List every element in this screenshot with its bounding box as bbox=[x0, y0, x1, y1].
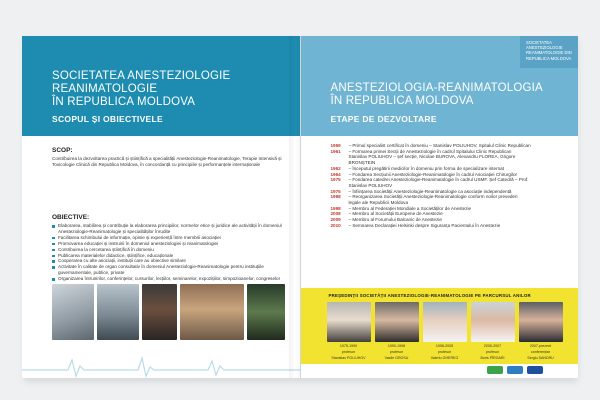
timeline-year: 2009 bbox=[330, 217, 341, 223]
photo-strip bbox=[52, 284, 285, 340]
timeline-year: 1975 bbox=[330, 188, 341, 194]
center-fold bbox=[289, 36, 301, 378]
president-card bbox=[519, 302, 563, 361]
left-title-line: SOCIETATEA ANESTEZIOLOGIE bbox=[52, 70, 231, 82]
president-role: profesor bbox=[341, 350, 356, 355]
timeline-text: – Fondarea catedrei Anesteziologie-Reanimatologie în cadrul USMF. Șef Catedră – Prof. bbox=[348, 177, 529, 183]
president-role: profesor bbox=[389, 350, 404, 355]
president-card bbox=[327, 302, 371, 361]
president-card bbox=[423, 302, 467, 361]
objective-item: Publicarea materialelor didactice, științifice, educaționale bbox=[52, 253, 287, 259]
president-name: Stanislav POLIUHOV bbox=[331, 356, 366, 361]
corner-label bbox=[520, 36, 578, 68]
timeline-text: – Membru al Forumului Balcanic de Anestezie bbox=[348, 217, 442, 223]
timeline-list bbox=[331, 143, 571, 229]
timeline-text: – Primul specialist certificat în domeniu – Stanislav POLIUHOV, Spitalul Clinic Republican bbox=[348, 143, 531, 148]
objective-item: Elaborarea, stabilirea și contribuție la elaborarea principiilor, normelor etice și juridice ale activității în domeniul Anesteziologie-Reanimatologie și specialităților înrudite bbox=[52, 223, 287, 235]
timeline-year: 1975 bbox=[330, 177, 341, 183]
right-title-line: ANESTEZIOLOGIA-REANIMATOLOGIA bbox=[330, 82, 543, 94]
president-portrait bbox=[519, 302, 563, 342]
corner-label-line: REANIMATOLOGIE DIN bbox=[526, 50, 572, 56]
timeline-year: 1998 bbox=[330, 205, 341, 211]
objective-item: Activitate în calitate de organ consultativ în domeniul Anesteziologie-Reanimatologie pentru instituțiile guvernamentale, publice, private bbox=[52, 264, 287, 276]
president-role: profesor bbox=[437, 350, 452, 355]
timeline-text: – Membru al Societății Europene de Anestezie bbox=[348, 211, 443, 217]
timeline-text: Stanislav POLIUHOV bbox=[348, 182, 393, 188]
partner-logos bbox=[487, 366, 543, 374]
timeline-text: – Începutul pregătirii medicilor în domeniu prin forma de specializare internat bbox=[348, 165, 505, 171]
left-title-line: ÎN REPUBLICA MOLDOVA bbox=[52, 96, 196, 108]
president-years: 2007-prezent bbox=[529, 344, 552, 348]
timeline-year: 1959 bbox=[330, 143, 341, 148]
president-years: 1990-1998 bbox=[387, 344, 406, 348]
presidents-heading: PREȘEDINȚII SOCIETĂȚII ANESTEZIOLOGIE-REANIMATOLOGIE PE PARCURSUL ANILOR bbox=[328, 293, 531, 298]
timeline-item bbox=[331, 223, 571, 229]
left-title bbox=[52, 70, 230, 109]
left-title-line: REANIMATOLOGIE bbox=[52, 83, 158, 95]
partner-logo bbox=[507, 366, 523, 374]
president-name: Vasile GROSU bbox=[384, 356, 409, 361]
timeline-year: 1962 bbox=[330, 165, 341, 171]
partner-logo bbox=[487, 366, 503, 374]
speaker-photo bbox=[142, 284, 177, 340]
timeline-text: – Fondarea Secțiunii Anesteziologie-Reanimatologie în cadrul Asociației Chirurgilor bbox=[348, 171, 518, 177]
president-name: Sergiu ȘANDRU bbox=[527, 356, 554, 361]
president-name: Valeriu GHEREG bbox=[430, 356, 459, 361]
objective-item: Promovarea educației și instruirii în domeniul anesteziologiei și reanimatologiei bbox=[52, 241, 287, 247]
timeline-text: – Înființarea Societății Anesteziologie-Reanimatologie ca asociație independentă bbox=[348, 188, 512, 194]
operating-room-photo bbox=[52, 284, 94, 340]
left-subtitle: SCOPUL ȘI OBIECTIVELE bbox=[52, 114, 163, 124]
president-role: profesor bbox=[485, 350, 500, 355]
timeline-text: Stanislav POLIUHOV – șef secție, Nicolae BUROVA, Alexandru FLOREA, Grigore bbox=[348, 154, 516, 160]
president-portrait bbox=[471, 302, 515, 342]
timeline-text: legale ale Republicii Moldova bbox=[348, 200, 408, 206]
timeline-text: BRONȘTEIN bbox=[348, 160, 376, 166]
objectives-heading: OBIECTIVE: bbox=[52, 214, 90, 221]
scope-heading: SCOP: bbox=[52, 147, 73, 154]
president-role: conferențiar bbox=[531, 350, 550, 355]
president-portrait bbox=[375, 302, 419, 342]
timeline-text: – Reorganizarea Societății Anesteziologie-Reanimatologie conform noilor prevederi bbox=[348, 194, 518, 200]
president-name: Boris PÎRGARI bbox=[480, 356, 505, 361]
timeline-year: 1964 bbox=[330, 171, 341, 177]
corner-label-line: REPUBLICA MOLDOVA bbox=[526, 55, 572, 61]
right-title-line: ÎN REPUBLICA MOLDOVA bbox=[330, 95, 474, 107]
right-page bbox=[301, 36, 579, 378]
right-title bbox=[331, 82, 543, 108]
president-card bbox=[375, 302, 419, 361]
ecg-line-decoration bbox=[22, 354, 300, 378]
president-portrait bbox=[327, 302, 371, 342]
conference-audience-photo bbox=[180, 284, 244, 340]
timeline-text: – Membru al Federației Mondiale a Societăților de Anestezie bbox=[348, 205, 472, 211]
corner-label-line: ANESTEZIOLOGIE bbox=[526, 45, 563, 51]
objective-item: Organizarea întrunirilor, conferințelor, cursurilor, lecțiilor, seminarelor, expozițiilor, simpozioanelor, congreselor bbox=[52, 276, 287, 282]
objective-item: Cooperarea cu alte asociații, instituții care au obiective similare bbox=[52, 258, 287, 264]
timeline-year: 1961 bbox=[330, 148, 341, 154]
objective-item: Facilitarea schimbului de informație, opinie și experiență între membrii asociației bbox=[52, 235, 287, 241]
right-subtitle: ETAPE DE DEZVOLTARE bbox=[330, 114, 437, 124]
objective-item: Contribuirea la cercetarea științifică în domeniu bbox=[52, 247, 287, 253]
objectives-list bbox=[52, 223, 287, 282]
timeline-year: 2008 bbox=[330, 211, 341, 217]
president-years: 2005-2007 bbox=[483, 344, 502, 348]
partner-logo bbox=[527, 366, 543, 374]
hospital-equipment-photo bbox=[97, 284, 139, 340]
timeline-year: 2010 bbox=[330, 222, 341, 228]
scope-text: Contribuirea la dezvoltarea practică și științifică a specialității Anesteziologie-Reanimatologie, Terapie Intensivă și Toxicologie Clinică din Republica Moldova, în concordanță cu principiile și performanțele internaționale bbox=[52, 156, 282, 167]
timeline-text: – Semnarea Declarației Helsinki despre Siguranța Pacientului în Anestezie bbox=[348, 222, 501, 228]
president-years: 1975-1990 bbox=[339, 344, 358, 348]
left-page bbox=[22, 36, 301, 378]
corner-label-line: SOCIETATEA bbox=[526, 40, 552, 45]
timeline-year: 1998 bbox=[330, 194, 341, 200]
president-card bbox=[471, 302, 515, 361]
president-portrait bbox=[423, 302, 467, 342]
training-photo bbox=[247, 284, 285, 340]
timeline-text: – Formarea primei Secții de Anesteziologie în cadrul Spitalului Clinic Republican bbox=[348, 148, 512, 154]
president-years: 1998-2005 bbox=[435, 344, 454, 348]
